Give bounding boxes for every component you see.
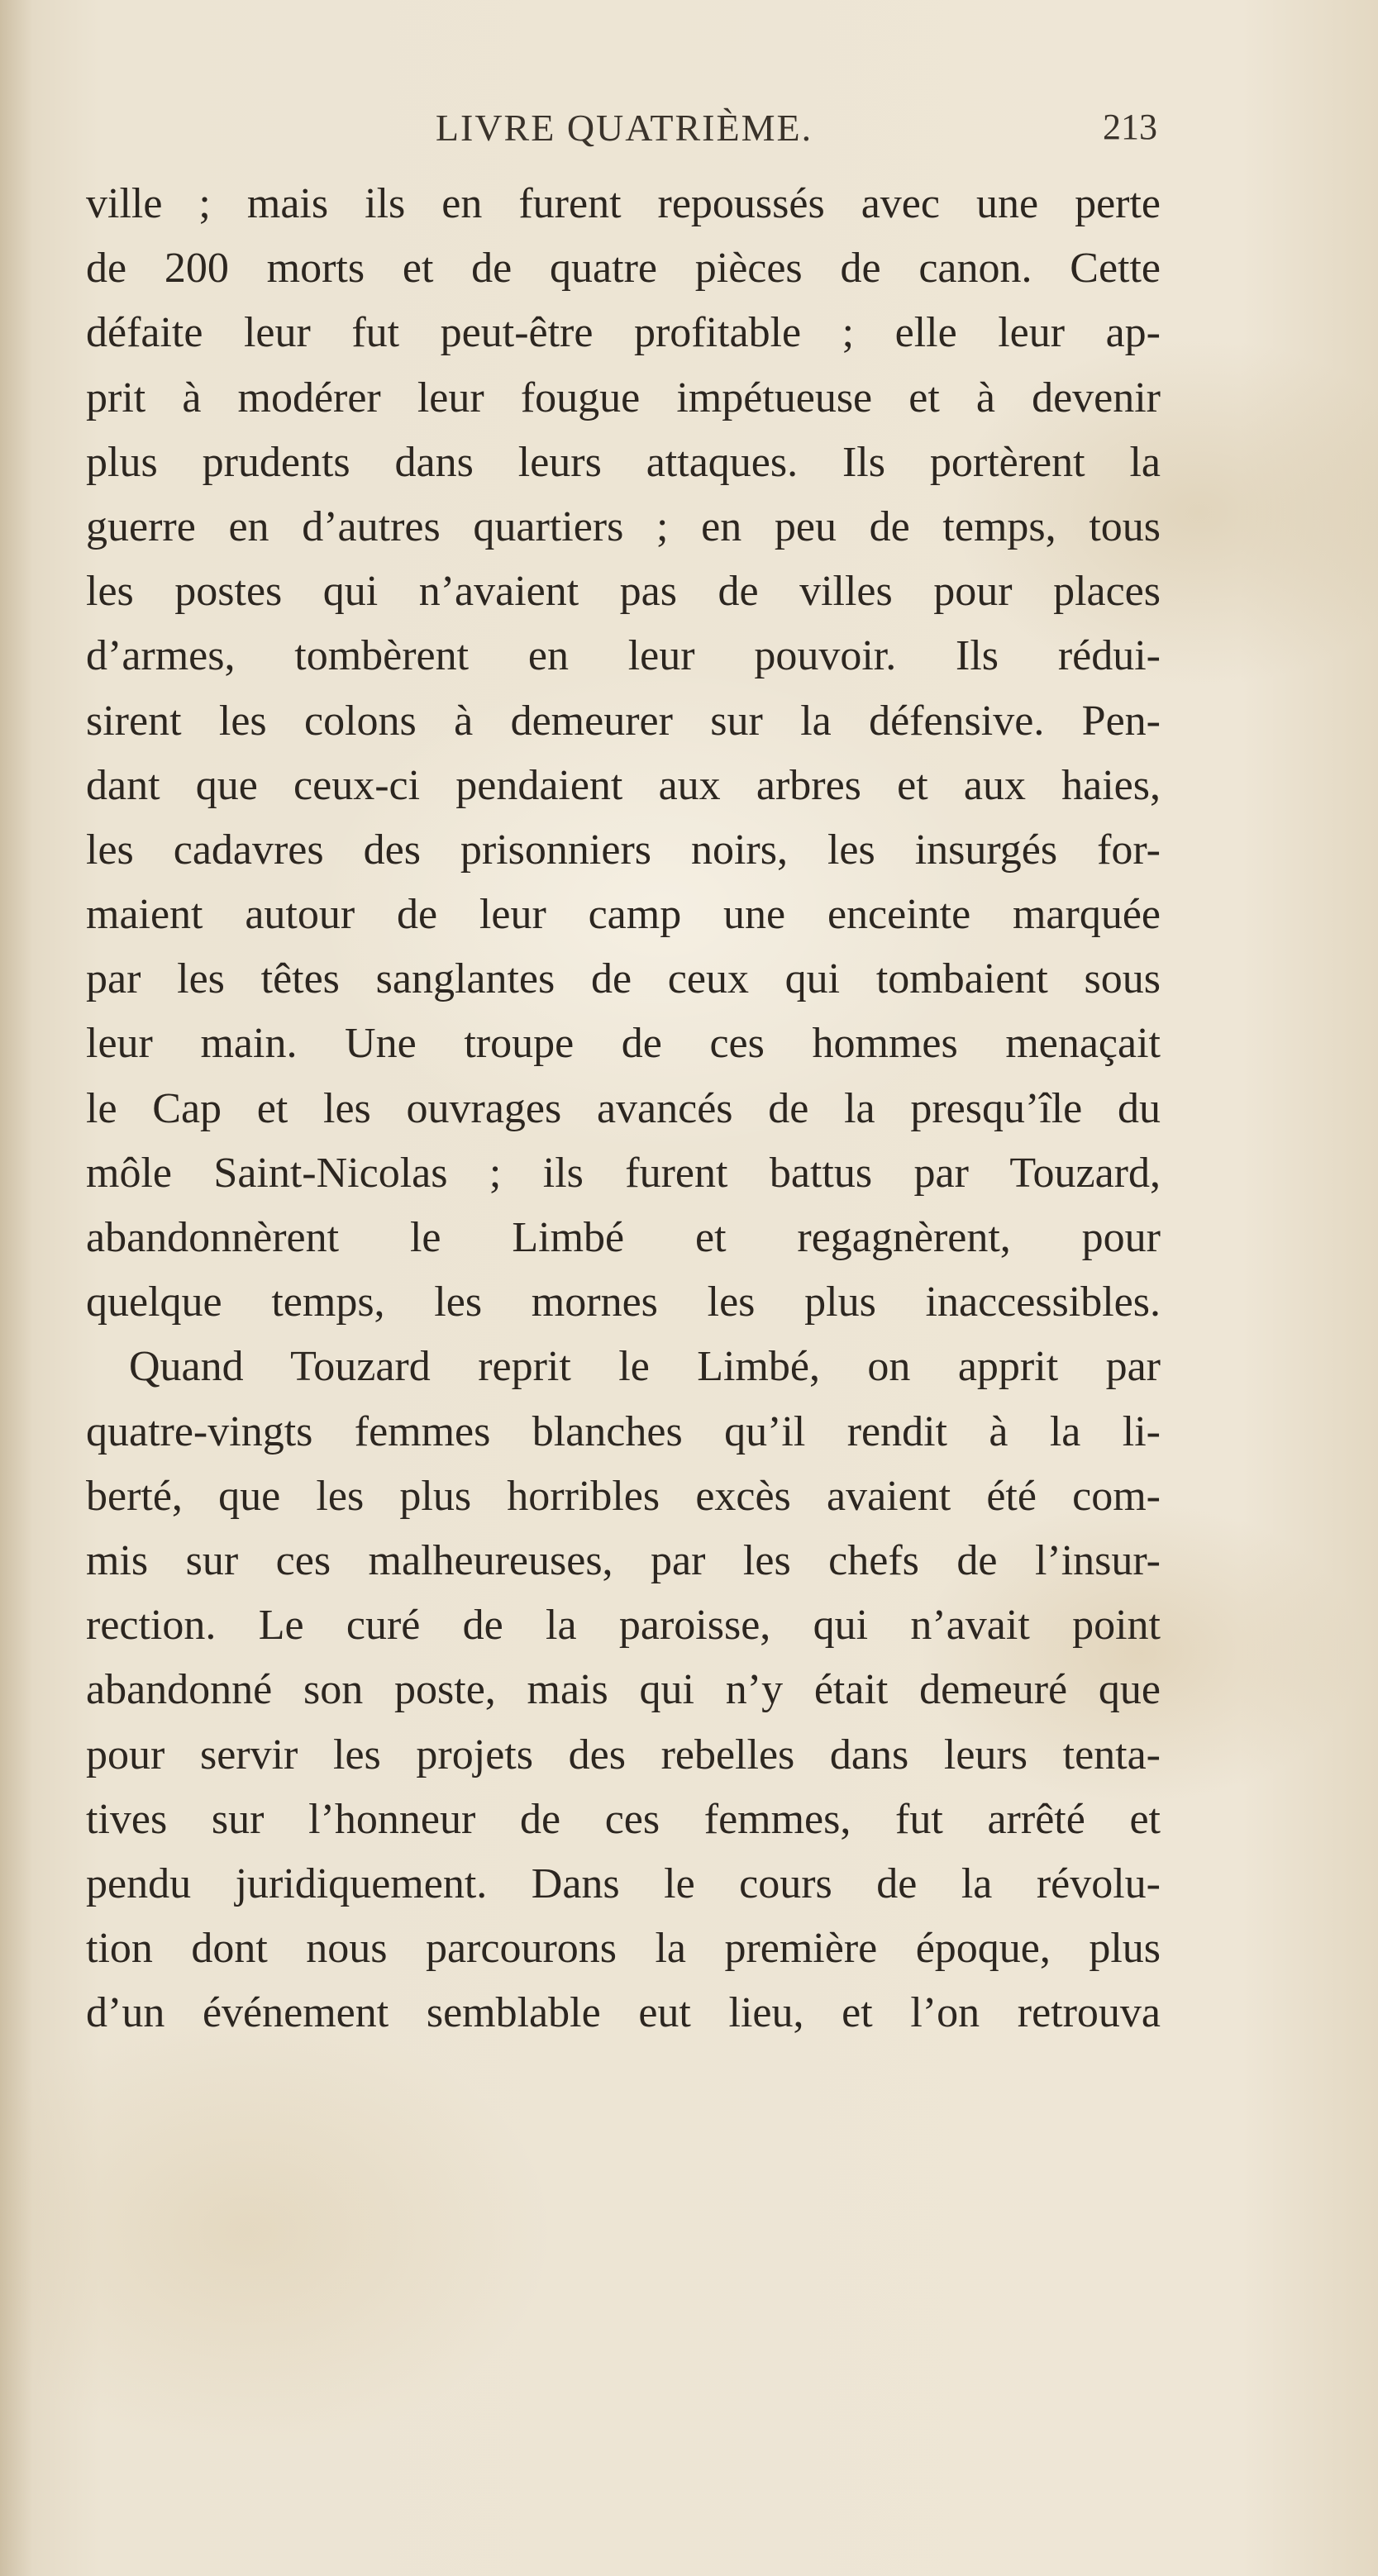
text-line: dant que ceux-ci pendaient aux arbres et aux haies, [86, 761, 1161, 809]
text-line: les postes qui n’avaient pas de villes pour places [86, 568, 1161, 616]
text-line: d’armes, tombèrent en leur pouvoir. Ils rédui- [86, 632, 1161, 680]
text-line: par les têtes sanglantes de ceux qui tombaient sous [86, 955, 1161, 1003]
text-line: maient autour de leur camp une enceinte marquée [86, 891, 1161, 939]
text-line: berté, que les plus horribles excès avaient été com- [86, 1472, 1161, 1520]
text-line: défaite leur fut peut-être profitable ; elle leur ap- [86, 309, 1161, 357]
text-line: le Cap et les ouvrages avancés de la presqu’île du [86, 1084, 1161, 1132]
text-line: rection. Le curé de la paroisse, qui n’avait point [86, 1602, 1161, 1650]
text-line: pour servir les projets des rebelles dans leurs tenta- [86, 1731, 1161, 1778]
text-line: sirent les colons à demeurer sur la défensive. Pen- [86, 697, 1161, 745]
text-line: mis sur ces malheureuses, par les chefs de l’insur- [86, 1536, 1161, 1584]
running-title: LIVRE QUATRIÈME. [435, 107, 813, 149]
text-line: quatre-vingts femmes blanches qu’il rendit à la li- [86, 1407, 1161, 1455]
body-text [86, 172, 1161, 2045]
text-line: guerre en d’autres quartiers ; en peu de temps, tous [86, 502, 1161, 550]
page-number: 213 [1103, 107, 1157, 147]
text-line: leur main. Une troupe de ces hommes menaçait [86, 1020, 1161, 1068]
text-line: tion dont nous parcourons la première époque, plus [86, 1925, 1161, 1973]
text-line: abandonné son poste, mais qui n’y était demeuré que [86, 1666, 1161, 1714]
text-line: prit à modérer leur fougue impétueuse et à devenir [86, 374, 1161, 421]
text-line: les cadavres des prisonniers noirs, les insurgés for- [86, 826, 1161, 874]
text-line: de 200 morts et de quatre pièces de canon. Cette [86, 245, 1161, 293]
text-line: plus prudents dans leurs attaques. Ils portèrent la [86, 438, 1161, 486]
text-line: quelque temps, les mornes les plus inaccessibles. [86, 1278, 1161, 1326]
text-line-paragraph-start: Quand Touzard reprit le Limbé, on apprit par [129, 1343, 1161, 1391]
text-line: ville ; mais ils en furent repoussés avec une perte [86, 180, 1161, 227]
text-line: d’un événement semblable eut lieu, et l’on retrouva [86, 1989, 1161, 2037]
text-line: môle Saint-Nicolas ; ils furent battus par Touzard, [86, 1149, 1161, 1197]
running-head [91, 106, 1157, 164]
text-line: tives sur l’honneur de ces femmes, fut arrêté et [86, 1795, 1161, 1843]
text-line: abandonnèrent le Limbé et regagnèrent, pour [86, 1214, 1161, 1261]
text-line: pendu juridiquement. Dans le cours de la révolu- [86, 1859, 1161, 1907]
